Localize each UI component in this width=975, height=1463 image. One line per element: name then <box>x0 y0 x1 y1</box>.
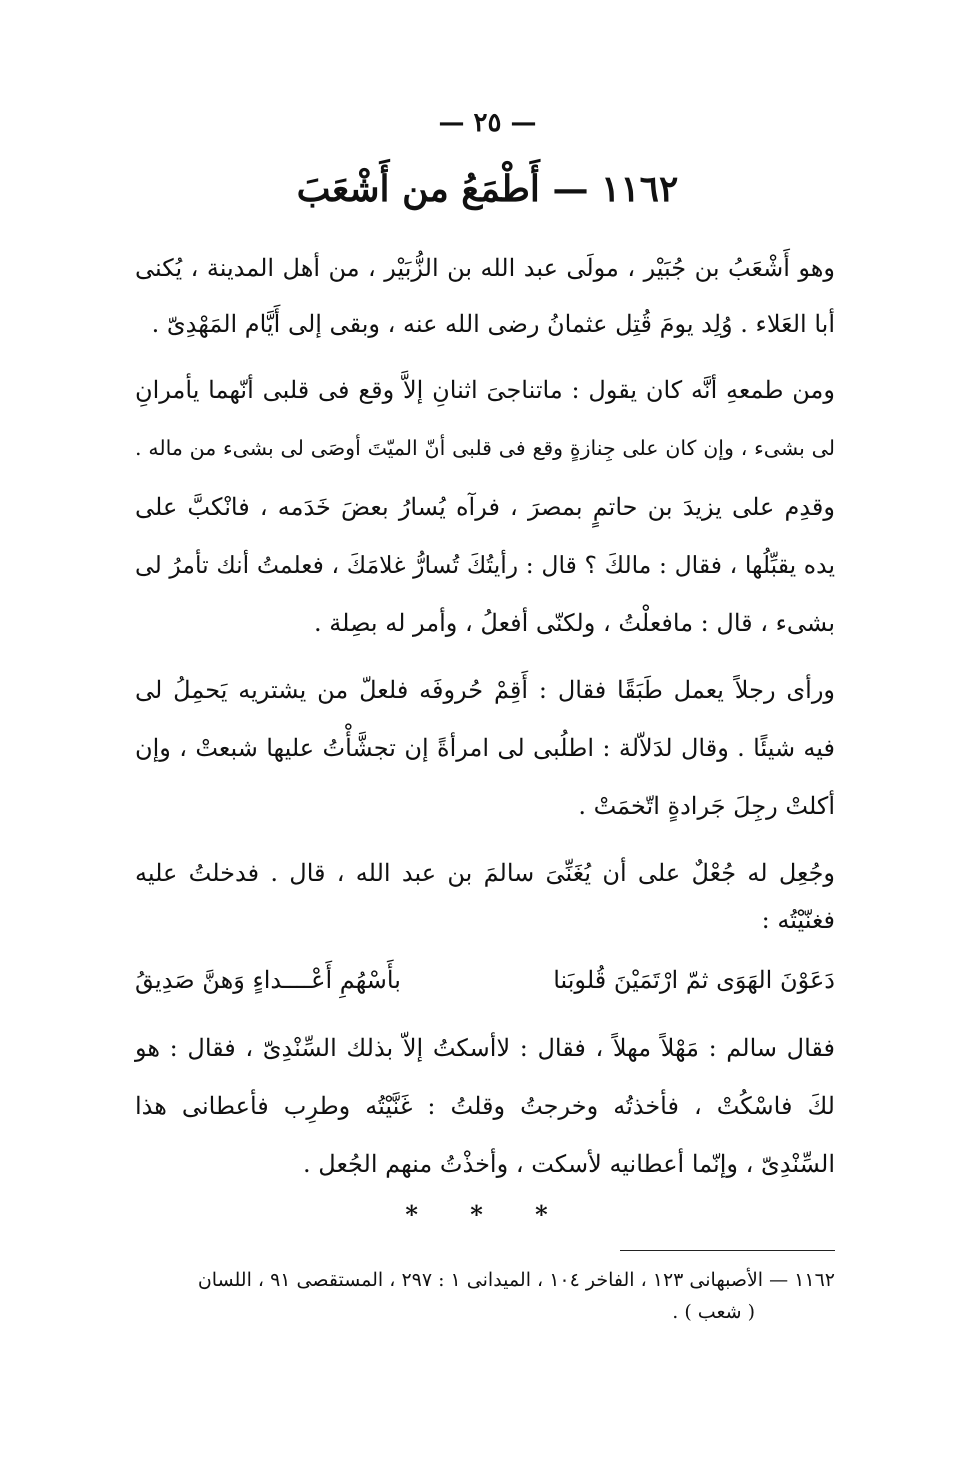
proverb-heading: ١١٦٢ — أَطْمَعُ من أَشْعَبَ <box>296 168 679 210</box>
text-line: السِّنْدِىّ ، وإنّما أعطانيه لأسكت ، وأخذْتُ منهم الجُعل . <box>303 1150 835 1178</box>
text-line: فيه شيئًا . وقال لدَلاّلة : اطلُبى لى امرأةً إن تجشَّأْتُ عليها شبعتْ ، وإن <box>135 734 835 762</box>
text-line: أبا العَلاء . وُلِد يومَ قُتِل عثمانُ رضى الله عنه ، وبقى إلى أَيَّام المَهْدِىّ . <box>151 310 835 338</box>
text-line: يده يقبِّلُها ، فقال : مالكَ ؟ قال : رأيتُكَ تُسارُّ غلامَكَ ، فعلمتُ أنك تأمرُ لى <box>135 551 835 579</box>
text-line: لى بشىء ، وإن كان على جِنازةٍ وقع فى قلبى أنّ الميّتَ أوصَى لى بشىء من ماله . <box>135 436 835 460</box>
page-number: — ٢٥ — <box>438 108 537 138</box>
poetry-verse <box>135 962 835 998</box>
text-line: وجُعِل له جُعْلٌ على أن يُغَنِّىَ سالمَ بن عبد الله ، قال . فدخلتُ عليه <box>135 859 835 887</box>
verse-second-hemistich: بأَسْهُمِ أَعْــــداءٍ وَهنَّ صَدِيقُ <box>135 966 401 994</box>
footnote-divider <box>620 1250 835 1251</box>
section-separator: * * * <box>405 1200 570 1229</box>
text-line: أكلتْ رجِلَ جَرادةٍ اتّخمَتْ . <box>578 792 835 820</box>
verse-first-hemistich: دَعَوْنَ الهَوَى ثمّ ارْتَمَيْنَ قُلوبَنا <box>553 966 835 994</box>
text-line: بشىء ، قال : مافعلْتُ ، ولكنّى أفعلُ ، وأمر له بصِلة . <box>314 609 835 637</box>
text-line: ورأى رجلاً يعمل طَبَقًا فقال : أَقِمْ حُروفَه فلعلّ من يشتريه يَحمِلُ لى <box>135 676 835 704</box>
text-line: وقدِم على يزيدَ بن حاتمٍ بمصرَ ، فرآه يُسارُ بعضَ خَدَمه ، فانْكبَّ على <box>135 493 835 521</box>
text-line: وهو أَشْعَبُ بن جُبَيْر ، مولَى عبد الله بن الزُّبَيْر ، من أهل المدينة ، يُكنى <box>135 254 835 282</box>
footnote-line: ( شعب ) . <box>672 1301 755 1323</box>
text-line: ومن طمعهِ أنَّه كان يقول : ماتناجىَ اثنانِ إلاَّ وقع فى قلبى أنّهما يأمرانِ <box>135 376 835 404</box>
text-line: لكَ فاسْكُتْ ، فأخذتُه وخرجتُ وقلتُ : غَنَّيْتُه وطرِب فأعطانى هذا <box>135 1092 835 1120</box>
text-line: فقال سالم : مَهْلاً مهلاً ، فقال : لاأسكتُ إلاّ بذلك السِّنْدِىّ ، فقال : هو <box>135 1034 835 1062</box>
text-line: فغنّيْتُه : <box>761 906 835 934</box>
footnote-line: ١١٦٢ — الأصبهانى ١٢٣ ، الفاخر ١٠٤ ، الميدانى ١ : ٢٩٧ ، المستقصى ٩١ ، اللسان <box>197 1269 835 1291</box>
